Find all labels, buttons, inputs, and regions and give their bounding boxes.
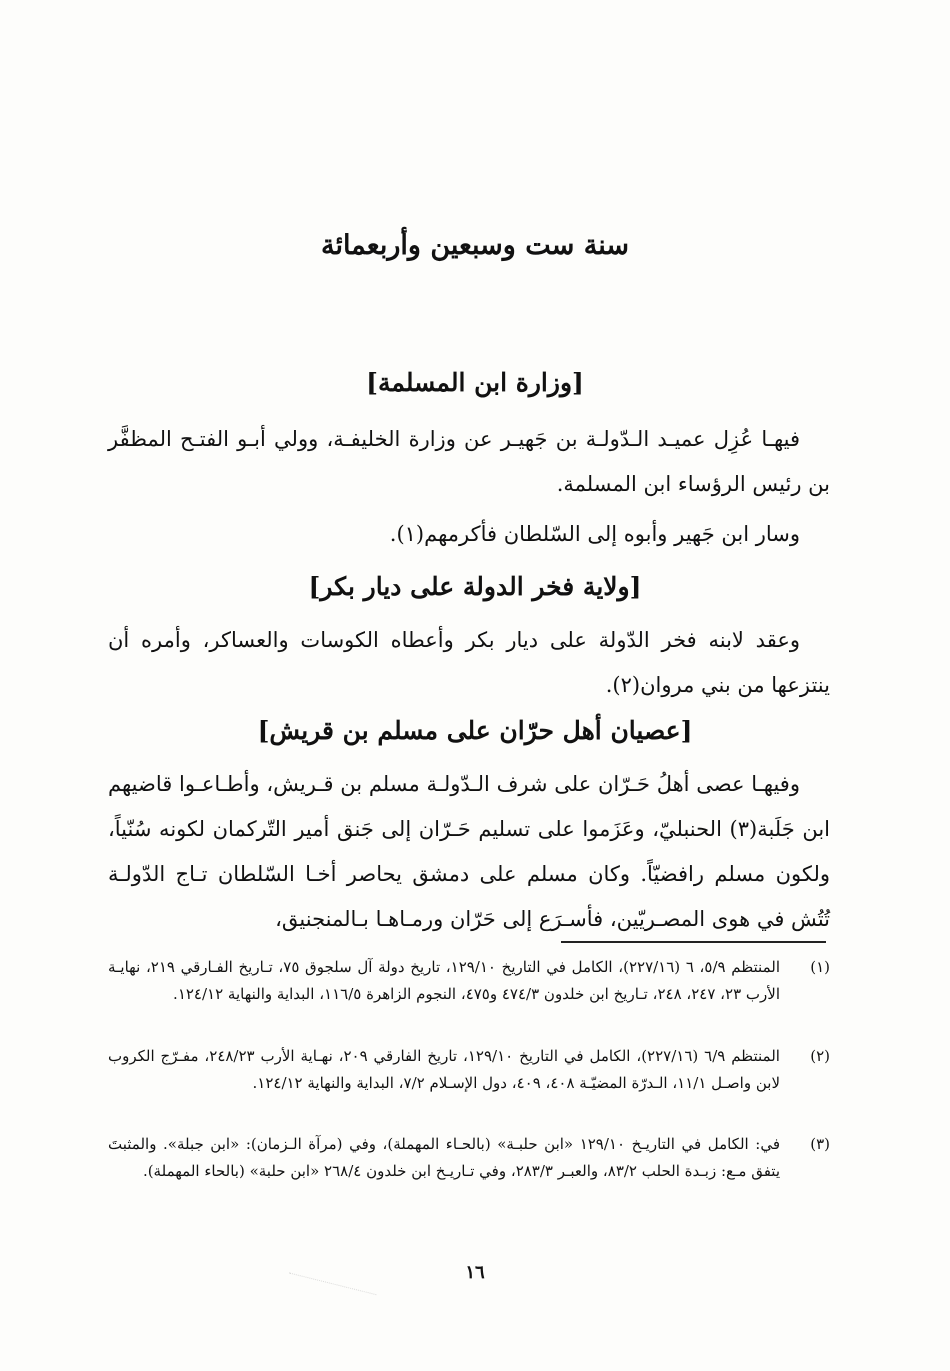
- paragraph: [108, 618, 830, 708]
- footnote-2: [108, 1043, 830, 1097]
- paragraph-text: وسار ابن جَهير وأبوه إلى السّلطان فأكرمهم(١).: [389, 522, 800, 546]
- footnote-separator: [561, 941, 826, 943]
- paragraph: [108, 417, 830, 507]
- paragraph-text: فيهـا عُزِل عميـد الـدّولـة بن جَهيـر عن وزارة الخليفـة، وولي أبـو الفتـح المظفَّر بن رئيس الرؤساء ابن المسلمة.: [108, 427, 830, 496]
- footnote-1: [108, 954, 830, 1008]
- paper-smudge: [284, 1272, 377, 1316]
- page-title: سنة ست وسبعين وأربعمائة: [320, 230, 630, 261]
- paragraph-text: وفيهـا عصى أهلُ حَـرّان على شرف الـدّولـة مسلم بن قـريش، وأطـاعـوا قاضيهم ابن جَلَبة(٣) الحنبليّ، وعَزَموا على تسليم حَـرّان إلى جَنق أمير التّركمان لكونه سُنّياً، ولكون مسلم رافضيّاً. وكان مسلم على دمشق يحاصر أخـا السّلطان تـاج الدّولـة تُتُش في هوى المصـريّين، فأسـرَع إلى حَرّان ورمـاهـا بـالمنجنيق،: [108, 772, 830, 931]
- footnote-3: [108, 1131, 830, 1185]
- paragraph-text: وعقد لابنه فخر الدّولة على ديار بكر وأعطاه الكوسات والعساكر، وأمره أن ينتزعها من بني مروان(٢).: [108, 628, 830, 697]
- footnote-text: في: الكامل في التاريـخ ١٢٩/١٠ «ابن حلبـة» (بالحـاء المهملة)، وفي (مرآة الـزمان): «ابن جبلة». والمثبتَ يتفق مـع: زبـدة الحلب ٨٣/٢، والعبـر ٢٨٣/٣، وفي تـاريـخ ابن خلدون ٢٦٨/٤ «ابن حلبة» (بالحاء المهملة).: [108, 1135, 780, 1180]
- footnote-text: المنتظم ٦/٩ (٢٢٧/١٦)، الكامل في التاريخ ١٢٩/١٠، تاريخ الفارقي ٢٠٩، نهـاية الأرب ٢٤٨/٢٣، مفـرّج الكروب لابن واصـل ١١/١، الـدرّة المضيّـة ٤٠٨، ٤٠٩، دول الإسـلام ٧/٢، البداية والنهاية ١٢٤/١٢.: [108, 1047, 780, 1092]
- section-heading-fakhr-al-dawla: [ولاية فخر الدولة على ديار بكر]: [308, 572, 642, 601]
- footnote-number: (٢): [810, 1047, 830, 1065]
- paragraph: [108, 512, 830, 557]
- footnote-number: (١): [810, 958, 830, 976]
- page-number: ١٦: [465, 1262, 485, 1283]
- footnote-text: المنتظم ٥/٩، ٦ (٢٢٧/١٦)، الكامل في التاريخ ١٢٩/١٠، تاريخ دولة آل سلجوق ٧٥، تـاريخ الفـارقي ٢١٩، نهايـة الأرب ٢٣، ٢٤٧، ٢٤٨، تـاريخ ابن خلدون ٤٧٤/٣ و٤٧٥، النجوم الزاهرة ١١٦/٥، البداية والنهاية ١٢٤/١٢.: [108, 958, 780, 1003]
- section-heading-ibn-al-muslima: [وزارة ابن المسلمة]: [366, 368, 584, 397]
- section-heading-harran: [عصيان أهل حرّان على مسلم بن قريش]: [257, 716, 693, 745]
- footnote-number: (٣): [810, 1135, 830, 1153]
- paragraph: [108, 762, 830, 942]
